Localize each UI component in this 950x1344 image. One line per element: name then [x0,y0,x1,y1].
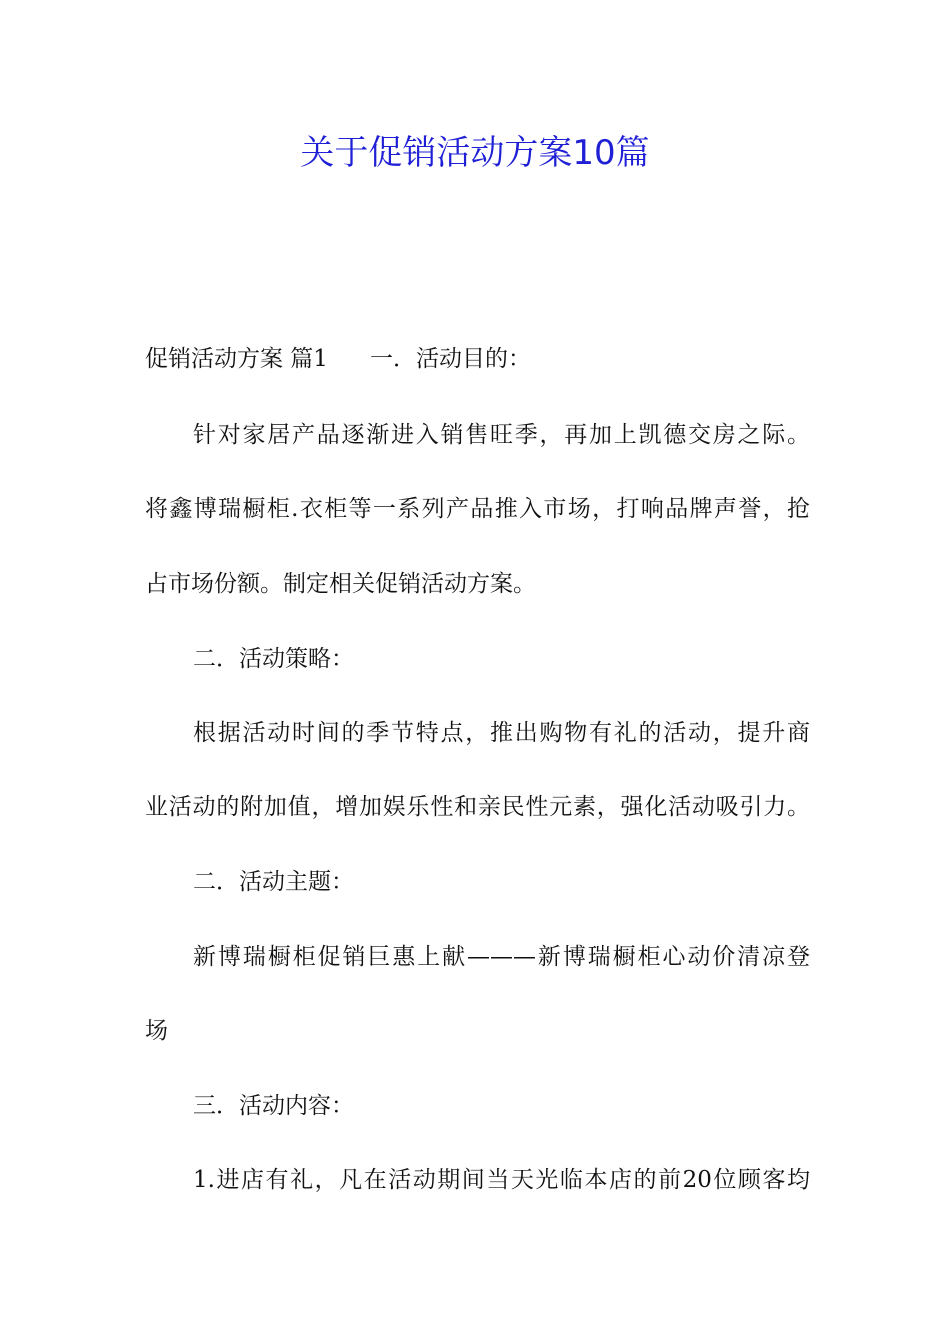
paragraph-content-line-1: 1.进店有礼，凡在活动期间当天光临本店的前20位顾客均 [193,1167,810,1193]
heading-strategy: 二．活动策略： [193,646,354,672]
heading-theme: 二．活动主题： [193,869,354,895]
document-title: 关于促销活动方案10篇 [300,133,650,173]
paragraph-purpose-line-2: 将鑫博瑞橱柜.衣柜等一系列产品推入市场，打响品牌声誉，抢 [145,496,810,522]
paragraph-strategy-line-1: 根据活动时间的季节特点，推出购物有礼的活动，提升商 [193,720,810,746]
section-label: 促销活动方案 篇1 [145,346,328,372]
paragraph-theme-line-2: 场 [145,1018,168,1044]
section-header-line [145,342,810,376]
heading-purpose: 一．活动目的： [369,346,531,372]
paragraph-purpose-line-3: 占市场份额。制定相关促销活动方案。 [145,571,536,597]
heading-content: 三．活动内容： [193,1093,354,1119]
paragraph-theme-line-1: 新博瑞橱柜促销巨惠上献———新博瑞橱柜心动价清凉登 [193,944,810,970]
paragraph-strategy-line-2: 业活动的附加值，增加娱乐性和亲民性元素，强化活动吸引力。 [145,794,810,820]
paragraph-purpose-line-1: 针对家居产品逐渐进入销售旺季，再加上凯德交房之际。 [193,422,810,448]
